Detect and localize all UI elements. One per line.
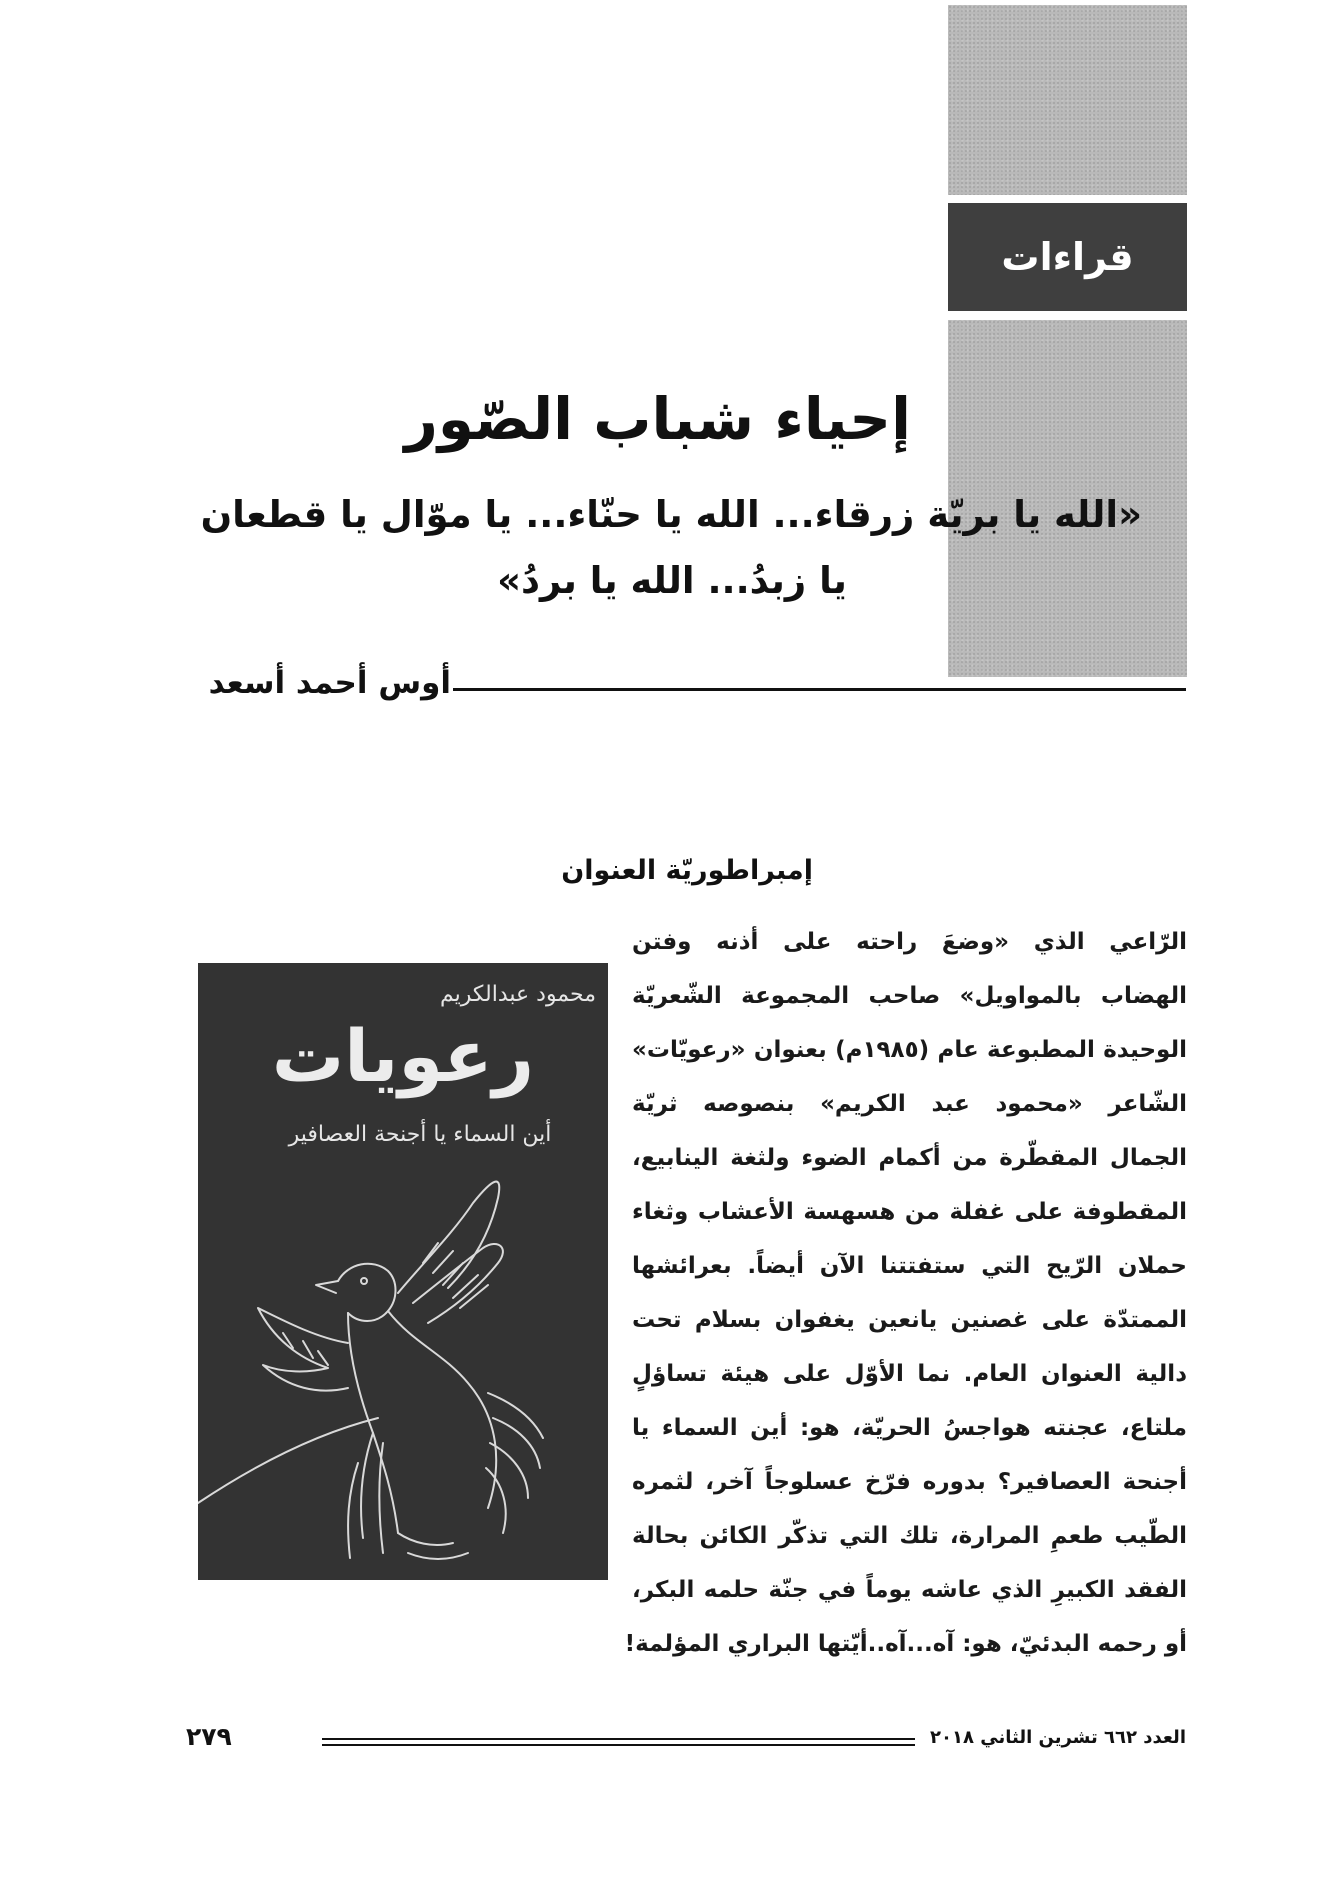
body-line: المقطوفة على غفلة من هسهسة الأعشاب وثغاء [632, 1199, 1187, 1225]
section-label: قراءات [948, 203, 1187, 311]
article-body [624, 915, 1187, 1671]
book-cover-subtitle: أين السماء يا أجنحة العصافير [288, 1122, 552, 1147]
body-line: الشّاعر «محمود عبد الكريم» بنصوصه ثريّة [632, 1091, 1187, 1117]
body-line: دالية العنوان العام. نما الأوّل على هيئة تساؤلٍ [632, 1361, 1187, 1387]
article-subtitle [202, 482, 1142, 614]
article-title: إحياء شباب الصّور [404, 385, 911, 453]
body-line: الهضاب بالمواويل» صاحب المجموعة الشّعريّة [632, 983, 1187, 1009]
body-line: الوحيدة المطبوعة عام (١٩٨٥م) بعنوان «رعويّات» [632, 1037, 1187, 1063]
footer-issue: العدد ٦٦٢ تشرين الثاني ٢٠١٨ [930, 1727, 1186, 1748]
body-line: الرّاعي الذي «وضعَ راحته على أذنه وفتن [632, 929, 1187, 955]
body-line: الطّيب طعمِ المرارة، تلك التي تذكّر الكائن بحالة [632, 1523, 1187, 1549]
footer-divider [322, 1738, 915, 1740]
book-cover-author: محمود عبدالكريم [439, 982, 597, 1007]
subtitle-line: «الله يا بريّة زرقاء... الله يا حنّاء... يا موّال يا قطعان [200, 493, 1142, 536]
body-line: ملتاع، عجنته هواجسُ الحريّة، هو: أين السماء يا [632, 1415, 1187, 1441]
author-name: أوس أحمد أسعد [208, 665, 451, 701]
subtitle-line: يا زبدُ... الله يا بردُ» [497, 559, 847, 602]
page-number: ٢٧٩ [186, 1722, 232, 1751]
body-line: الفقد الكبيرِ الذي عاشه يوماً في جنّة حلمه البكر، [632, 1577, 1187, 1603]
footer-divider [322, 1744, 915, 1746]
decorative-gray-block-top [948, 5, 1187, 195]
section-heading: إمبراطوريّة العنوان [561, 855, 813, 886]
body-line: أو رحمه البدئيّ، هو: آه...آه..أيّتها البراري المؤلمة! [624, 1631, 1187, 1657]
body-line: أجنحة العصافير؟ بدوره فرّخ عسلوجاً آخر، لثمره [632, 1469, 1187, 1495]
book-cover-image [198, 963, 608, 1580]
author-divider [453, 688, 1186, 691]
body-line: الجمال المقطّرة من أكمام الضوء ولثغة الينابيع، [632, 1145, 1187, 1171]
body-line: الممتدّة على غصنين يانعين يغفوان بسلام تحت [632, 1307, 1187, 1333]
body-line: حملان الرّيح التي ستفتتنا الآن أيضاً. بعرائشها [632, 1253, 1187, 1279]
book-cover-title: رعويات [271, 1014, 535, 1098]
